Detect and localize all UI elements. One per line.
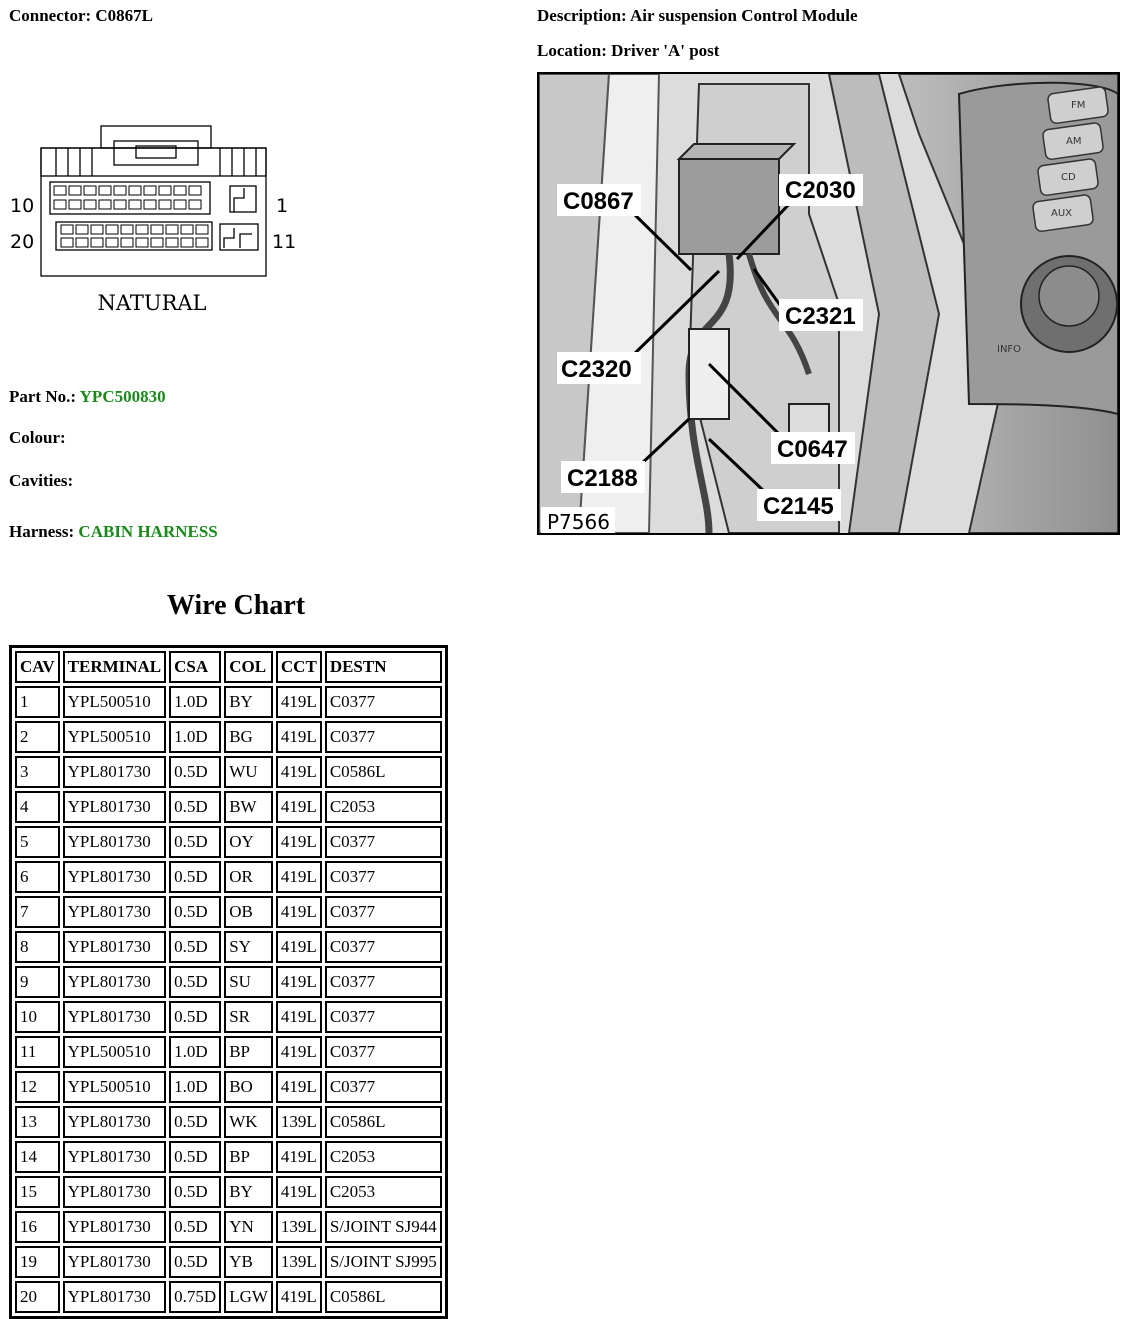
cell-col: SR (224, 1001, 273, 1033)
pin-label-20: 20 (10, 231, 35, 253)
cell-terminal: YPL801730 (63, 1176, 167, 1208)
cell-terminal: YPL801730 (63, 826, 167, 858)
cell-destn: C0377 (325, 1071, 442, 1103)
cell-col: WK (224, 1106, 273, 1138)
cell-destn: C0377 (325, 861, 442, 893)
cell-cct: 419L (276, 826, 322, 858)
radio-fm-label: FM (1071, 100, 1086, 111)
cell-cav: 2 (15, 721, 60, 753)
cell-destn: C2053 (325, 791, 442, 823)
cell-csa: 0.5D (169, 1106, 221, 1138)
cell-csa: 1.0D (169, 1071, 221, 1103)
cell-cct: 419L (276, 1141, 322, 1173)
cell-terminal: YPL801730 (63, 791, 167, 823)
radio-am-label: AM (1066, 136, 1082, 147)
cell-terminal: YPL500510 (63, 1071, 167, 1103)
cell-col: LGW (224, 1281, 273, 1313)
cell-cct: 419L (276, 686, 322, 718)
cell-cct: 419L (276, 861, 322, 893)
cell-cav: 20 (15, 1281, 60, 1313)
description-heading (537, 6, 858, 26)
cell-cct: 139L (276, 1211, 322, 1243)
connector-diagram (8, 120, 308, 325)
header-csa: CSA (169, 651, 221, 683)
cell-csa: 0.5D (169, 756, 221, 788)
cell-terminal: YPL801730 (63, 756, 167, 788)
part-number-label: Part No.: (9, 387, 77, 406)
photo-reference: P7566 (547, 510, 610, 533)
pin-label-10: 10 (10, 195, 35, 217)
cell-csa: 0.5D (169, 896, 221, 928)
radio-cd-label: CD (1061, 172, 1076, 183)
cell-csa: 0.5D (169, 1141, 221, 1173)
cell-cct: 419L (276, 966, 322, 998)
colour-label: Colour: (9, 428, 66, 447)
cell-destn: C0377 (325, 896, 442, 928)
connector-color-label: NATURAL (97, 291, 207, 315)
header-cct: CCT (276, 651, 322, 683)
cell-col: BY (224, 686, 273, 718)
pin-label-1: 1 (276, 195, 289, 217)
cell-destn: C0377 (325, 721, 442, 753)
cell-destn: C0586L (325, 1106, 442, 1138)
cell-terminal: YPL801730 (63, 1106, 167, 1138)
table-row (15, 791, 442, 823)
cell-cav: 4 (15, 791, 60, 823)
cell-cav: 12 (15, 1071, 60, 1103)
cell-destn: S/JOINT SJ944 (325, 1211, 442, 1243)
cell-cct: 419L (276, 1281, 322, 1313)
cell-cct: 139L (276, 1106, 322, 1138)
cell-terminal: YPL801730 (63, 896, 167, 928)
cell-cav: 16 (15, 1211, 60, 1243)
description-label: Description: (537, 6, 627, 25)
table-row (15, 826, 442, 858)
cell-csa: 0.5D (169, 791, 221, 823)
table-row (15, 1211, 442, 1243)
cell-cct: 419L (276, 931, 322, 963)
table-row (15, 1141, 442, 1173)
cell-csa: 1.0D (169, 686, 221, 718)
cell-csa: 0.5D (169, 1176, 221, 1208)
cell-cav: 10 (15, 1001, 60, 1033)
table-row (15, 931, 442, 963)
cell-cct: 419L (276, 791, 322, 823)
cell-destn: C2053 (325, 1176, 442, 1208)
cell-cct: 139L (276, 1246, 322, 1278)
header-cav: CAV (15, 651, 60, 683)
cell-cct: 419L (276, 1036, 322, 1068)
header-terminal: TERMINAL (63, 651, 167, 683)
cell-col: BP (224, 1036, 273, 1068)
cell-terminal: YPL801730 (63, 1246, 167, 1278)
table-row (15, 966, 442, 998)
part-number (9, 387, 166, 407)
cell-csa: 0.5D (169, 1211, 221, 1243)
table-header-row (15, 651, 442, 683)
cell-destn: C0377 (325, 966, 442, 998)
cell-destn: C0377 (325, 826, 442, 858)
header-col: COL (224, 651, 273, 683)
location-heading (537, 41, 719, 61)
connector-value: C0867L (95, 6, 154, 25)
cell-csa: 0.5D (169, 1246, 221, 1278)
cell-col: OR (224, 861, 273, 893)
cell-terminal: YPL801730 (63, 1281, 167, 1313)
table-row (15, 721, 442, 753)
cell-csa: 0.75D (169, 1281, 221, 1313)
cell-terminal: YPL801730 (63, 966, 167, 998)
cell-cav: 5 (15, 826, 60, 858)
cavities-label: Cavities: (9, 471, 74, 490)
cell-col: YB (224, 1246, 273, 1278)
callout-c0647: C0647 (777, 436, 848, 463)
callout-c2030: C2030 (785, 177, 856, 204)
cell-destn: C0377 (325, 686, 442, 718)
table-row (15, 1071, 442, 1103)
table-row (15, 861, 442, 893)
connector-heading (9, 6, 153, 26)
cell-cav: 7 (15, 896, 60, 928)
cell-terminal: YPL500510 (63, 1036, 167, 1068)
cell-destn: C0377 (325, 1036, 442, 1068)
cell-destn: C2053 (325, 1141, 442, 1173)
cell-cav: 3 (15, 756, 60, 788)
pin-label-11: 11 (272, 231, 297, 253)
cell-cav: 1 (15, 686, 60, 718)
cell-cav: 11 (15, 1036, 60, 1068)
cell-col: SY (224, 931, 273, 963)
cell-col: WU (224, 756, 273, 788)
cell-csa: 1.0D (169, 1036, 221, 1068)
cell-col: OY (224, 826, 273, 858)
cell-csa: 0.5D (169, 861, 221, 893)
cell-cct: 419L (276, 896, 322, 928)
table-row (15, 1246, 442, 1278)
cell-csa: 0.5D (169, 1001, 221, 1033)
cell-cav: 9 (15, 966, 60, 998)
cell-csa: 0.5D (169, 826, 221, 858)
table-row (15, 1106, 442, 1138)
callout-c0867: C0867 (563, 188, 634, 215)
harness-label: Harness: (9, 522, 75, 541)
cell-terminal: YPL801730 (63, 861, 167, 893)
table-row (15, 1176, 442, 1208)
callout-c2188: C2188 (567, 465, 638, 492)
header-destn: DESTN (325, 651, 442, 683)
cell-cct: 419L (276, 1176, 322, 1208)
table-row (15, 756, 442, 788)
cell-terminal: YPL801730 (63, 1001, 167, 1033)
cell-cav: 6 (15, 861, 60, 893)
cell-col: BW (224, 791, 273, 823)
cell-col: BG (224, 721, 273, 753)
cell-csa: 1.0D (169, 721, 221, 753)
cell-destn: C0377 (325, 1001, 442, 1033)
location-value: Driver 'A' post (611, 41, 720, 60)
cell-cav: 15 (15, 1176, 60, 1208)
cell-cav: 19 (15, 1246, 60, 1278)
cell-terminal: YPL801730 (63, 931, 167, 963)
cell-col: YN (224, 1211, 273, 1243)
table-row (15, 686, 442, 718)
radio-info-label: INFO (997, 344, 1022, 355)
description-value: Air suspension Control Module (630, 6, 858, 25)
location-photo (537, 72, 1120, 535)
cell-terminal: YPL500510 (63, 721, 167, 753)
cell-terminal: YPL801730 (63, 1211, 167, 1243)
cell-destn: C0586L (325, 756, 442, 788)
cell-col: OB (224, 896, 273, 928)
location-label: Location: (537, 41, 607, 60)
cell-cav: 14 (15, 1141, 60, 1173)
callout-c2145: C2145 (763, 493, 834, 520)
cell-cct: 419L (276, 756, 322, 788)
cell-terminal: YPL500510 (63, 686, 167, 718)
cell-col: BP (224, 1141, 273, 1173)
part-number-value: YPC500830 (79, 387, 166, 406)
cell-cct: 419L (276, 1001, 322, 1033)
cell-destn: C0377 (325, 931, 442, 963)
cell-csa: 0.5D (169, 966, 221, 998)
cell-cav: 13 (15, 1106, 60, 1138)
radio-aux-label: AUX (1051, 208, 1073, 219)
cell-terminal: YPL801730 (63, 1141, 167, 1173)
table-row (15, 1281, 442, 1313)
table-row (15, 1036, 442, 1068)
table-row (15, 896, 442, 928)
callout-c2321: C2321 (785, 303, 856, 330)
harness (9, 522, 218, 542)
cell-cct: 419L (276, 721, 322, 753)
cell-col: BY (224, 1176, 273, 1208)
cell-csa: 0.5D (169, 931, 221, 963)
wire-chart-title: Wire Chart (166, 590, 306, 621)
cell-cct: 419L (276, 1071, 322, 1103)
wire-chart-table (9, 645, 448, 1319)
table-row (15, 1001, 442, 1033)
connector-label: Connector: (9, 6, 92, 25)
cell-col: SU (224, 966, 273, 998)
harness-value: CABIN HARNESS (78, 522, 218, 541)
cell-destn: C0586L (325, 1281, 442, 1313)
cell-col: BO (224, 1071, 273, 1103)
cell-destn: S/JOINT SJ995 (325, 1246, 442, 1278)
callout-c2320: C2320 (561, 356, 632, 383)
cell-cav: 8 (15, 931, 60, 963)
